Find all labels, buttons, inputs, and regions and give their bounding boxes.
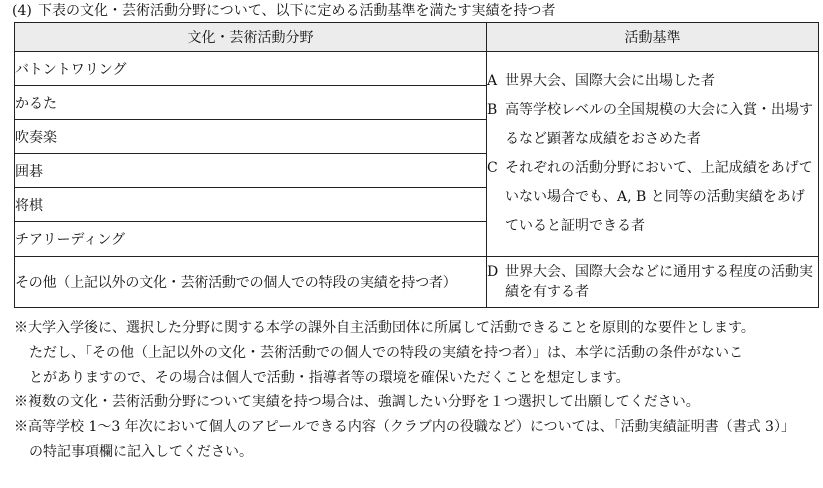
- criteria-d-text: 世界大会、国際大会などに通用する程度の活動実績を有する者: [505, 264, 813, 300]
- criteria-c: [487, 154, 818, 241]
- criteria-c-text: それぞれの活動分野において、上記成績をあげていない場合でも、A, B と同等の活動実績をあげていると証明できる者: [505, 160, 813, 234]
- note-1-cont-b: とがありますので、その場合は個人で活動・指導者等の環境を確保いただくことを想定します。: [29, 369, 630, 386]
- field-cheerleading: チアリーディング: [15, 222, 487, 257]
- note-3-cont: の特記事項欄に記入してください。: [29, 443, 253, 460]
- criteria-d-letter: D: [487, 264, 499, 280]
- header-field: 文化・芸術活動分野: [15, 23, 487, 52]
- criteria-d: [487, 262, 818, 302]
- note-1: ※大学入学後に、選択した分野に関する本学の課外自主活動団体に所属して活動できることを原則的な要件とします。: [14, 320, 755, 336]
- field-go: 囲碁: [15, 154, 487, 188]
- field-baton-twirling: バトントワリング: [15, 52, 487, 86]
- section-heading-text: 下表の文化・芸術活動分野について、以下に定める活動基準を満たす実績を持つ者: [38, 3, 556, 19]
- criteria-d-cell: [487, 257, 819, 308]
- note-2: ※複数の文化・芸術活動分野について実績を持つ場合は、強調したい分野を１つ選択して出願してください。: [14, 394, 700, 411]
- table-row: [15, 52, 819, 86]
- criteria-b-letter: B: [487, 102, 498, 118]
- field-karuta: かるた: [15, 86, 487, 120]
- note-3: ※高等学校 1～3 年次において個人のアピールできる内容（クラブ内の役職など）については、「活動実績証明書（書式 3）」: [14, 419, 795, 436]
- field-brass-band: 吹奏楽: [15, 120, 487, 154]
- field-other: その他（上記以外の文化・芸術活動での個人での特段の実績を持つ者）: [15, 257, 487, 308]
- criteria-a-text: 世界大会、国際大会に出場した者: [505, 73, 715, 89]
- criteria-b: [487, 96, 818, 154]
- section-heading: [12, 2, 817, 20]
- criteria-table: [14, 22, 819, 308]
- criteria-c-letter: C: [487, 160, 498, 176]
- criteria-abc-cell: [487, 52, 819, 257]
- note-1-cont-a: ただし、「その他（上記以外の文化・芸術活動での個人での特段の実績を持つ者）」は、本学に活動の条件がないこ: [29, 344, 743, 361]
- criteria-b-text: 高等学校レベルの全国規模の大会に入賞・出場するなど顕著な成績をおさめた者: [505, 102, 813, 147]
- criteria-a-letter: A: [487, 73, 498, 89]
- header-criteria: 活動基準: [487, 23, 819, 52]
- notes-block: [14, 316, 820, 465]
- field-shogi: 将棋: [15, 188, 487, 222]
- table-header-row: [15, 23, 819, 52]
- section-number: (4): [12, 3, 32, 19]
- table-row: [15, 257, 819, 308]
- criteria-a: [487, 67, 818, 96]
